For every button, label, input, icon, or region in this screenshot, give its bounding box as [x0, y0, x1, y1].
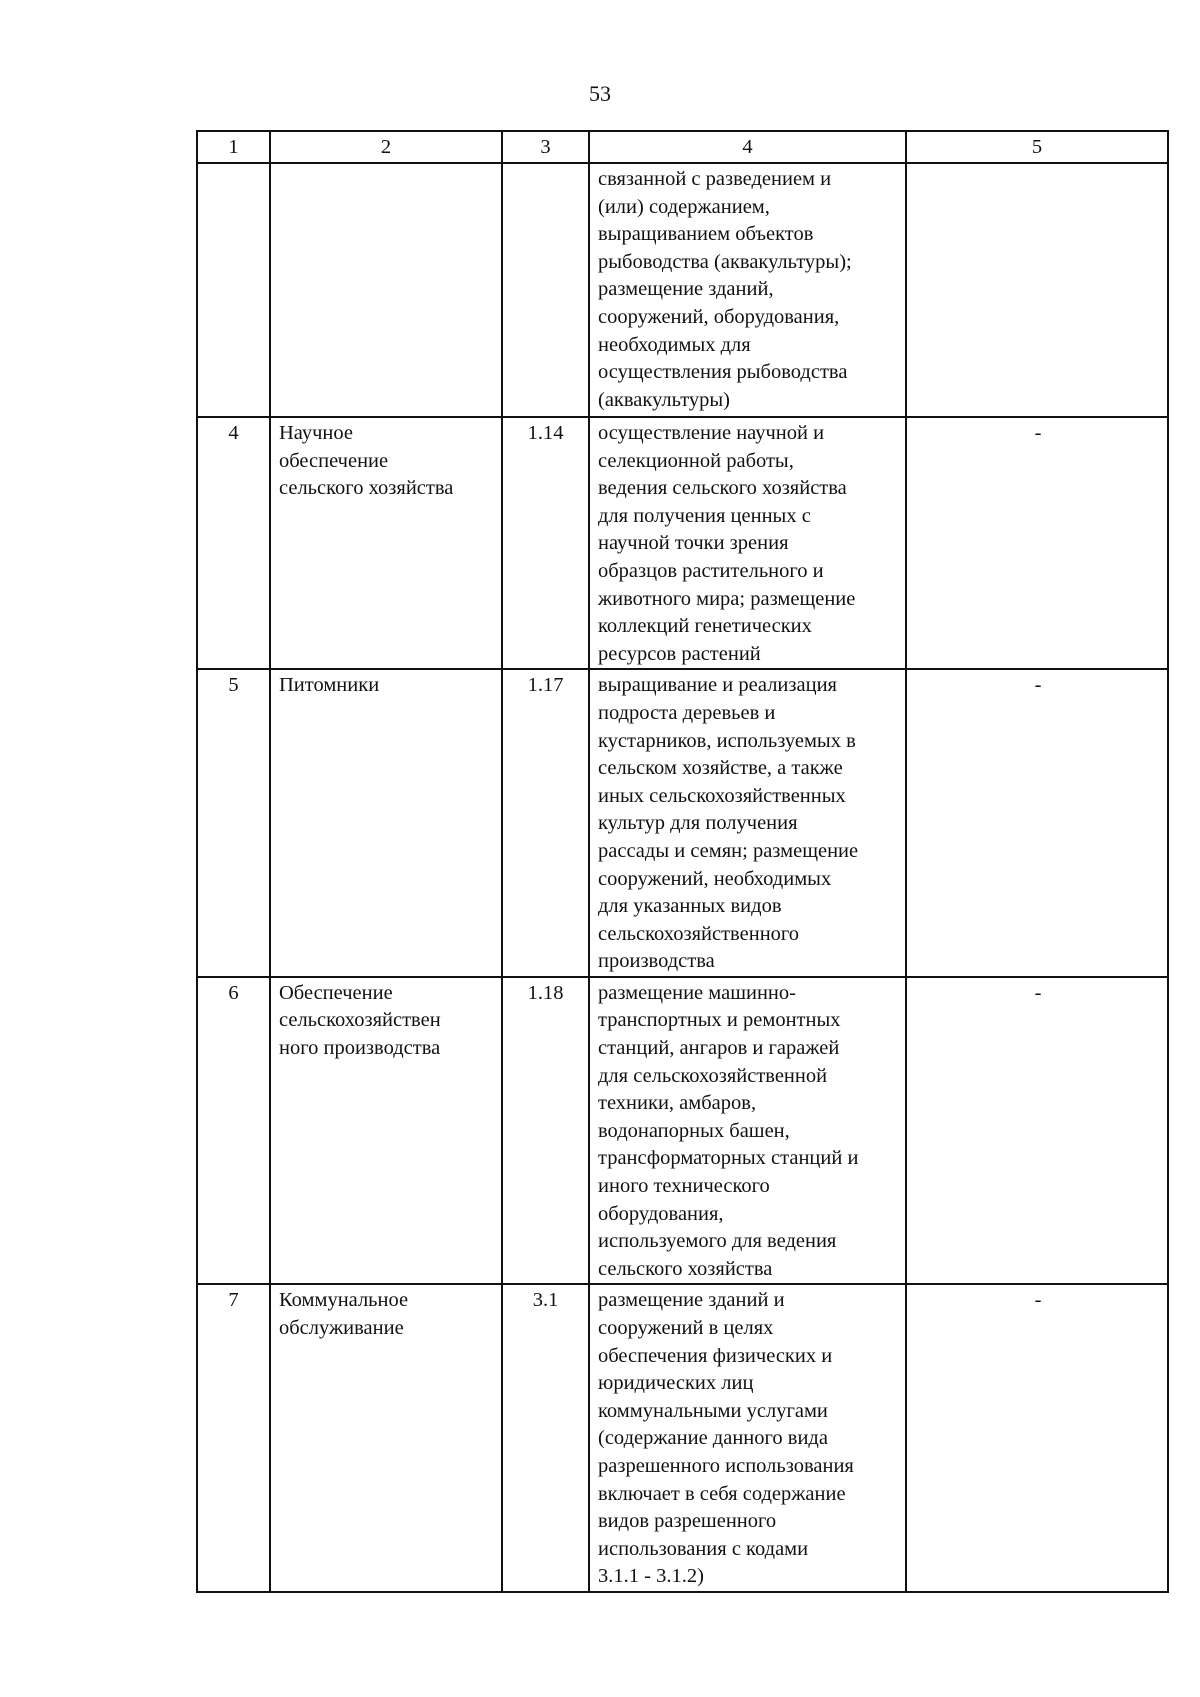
land-use-code: 1.14 [502, 417, 589, 669]
land-use-name: Коммунальное обслуживание [270, 1284, 502, 1592]
limit-params: - [906, 977, 1168, 1285]
land-use-code [502, 163, 589, 417]
land-use-description: размещение машинно- транспортных и ремонтных станций, ангаров и гаражей для сельскохозяйственной техники, амбаров, водонапорных башен, трансформаторных станций и иного технического оборудования, используемого для ведения сельского хозяйства [589, 977, 906, 1285]
limit-params: - [906, 417, 1168, 669]
land-use-name: Обеспечение сельскохозяйствен ного производства [270, 977, 502, 1285]
page-number: 53 [589, 81, 611, 106]
table-row [197, 1284, 1168, 1592]
row-number [197, 163, 270, 417]
land-use-description: осуществление научной и селекционной работы, ведения сельского хозяйства для получения ценных с научной точки зрения образцов растительного и животного мира; размещение коллекций генетических ресурсов растений [589, 417, 906, 669]
header-cell-5: 5 [906, 131, 1168, 163]
land-use-description: размещение зданий и сооружений в целях обеспечения физических и юридических лиц коммунальными услугами (содержание данного вида разрешенного использования включает в себя содержание видов разрешенного использования с кодами 3.1.1 - 3.1.2) [589, 1284, 906, 1592]
land-use-code: 1.17 [502, 669, 589, 977]
header-cell-3: 3 [502, 131, 589, 163]
row-number: 7 [197, 1284, 270, 1592]
row-number: 6 [197, 977, 270, 1285]
land-use-name [270, 163, 502, 417]
table-row [197, 669, 1168, 977]
land-use-name: Научное обеспечение сельского хозяйства [270, 417, 502, 669]
row-number: 4 [197, 417, 270, 669]
table-row [197, 163, 1168, 417]
table-row [197, 417, 1168, 669]
table-header-row [197, 131, 1168, 163]
header-cell-1: 1 [197, 131, 270, 163]
land-use-code: 3.1 [502, 1284, 589, 1592]
land-use-description: выращивание и реализация подроста деревьев и кустарников, используемых в сельском хозяйстве, а также иных сельскохозяйственных культур для получения рассады и семян; размещение сооружений, необходимых для указанных видов сельскохозяйственного производства [589, 669, 906, 977]
land-use-table [196, 130, 1169, 1593]
header-cell-4: 4 [589, 131, 906, 163]
land-use-description: связанной с разведением и (или) содержанием, выращиванием объектов рыбоводства (аквакультуры); размещение зданий, сооружений, оборудования, необходимых для осуществления рыбоводства (аквакультуры) [589, 163, 906, 417]
header-cell-2: 2 [270, 131, 502, 163]
land-use-code: 1.18 [502, 977, 589, 1285]
table-row [197, 977, 1168, 1285]
limit-params: - [906, 1284, 1168, 1592]
limit-params [906, 163, 1168, 417]
land-use-name: Питомники [270, 669, 502, 977]
row-number: 5 [197, 669, 270, 977]
limit-params: - [906, 669, 1168, 977]
